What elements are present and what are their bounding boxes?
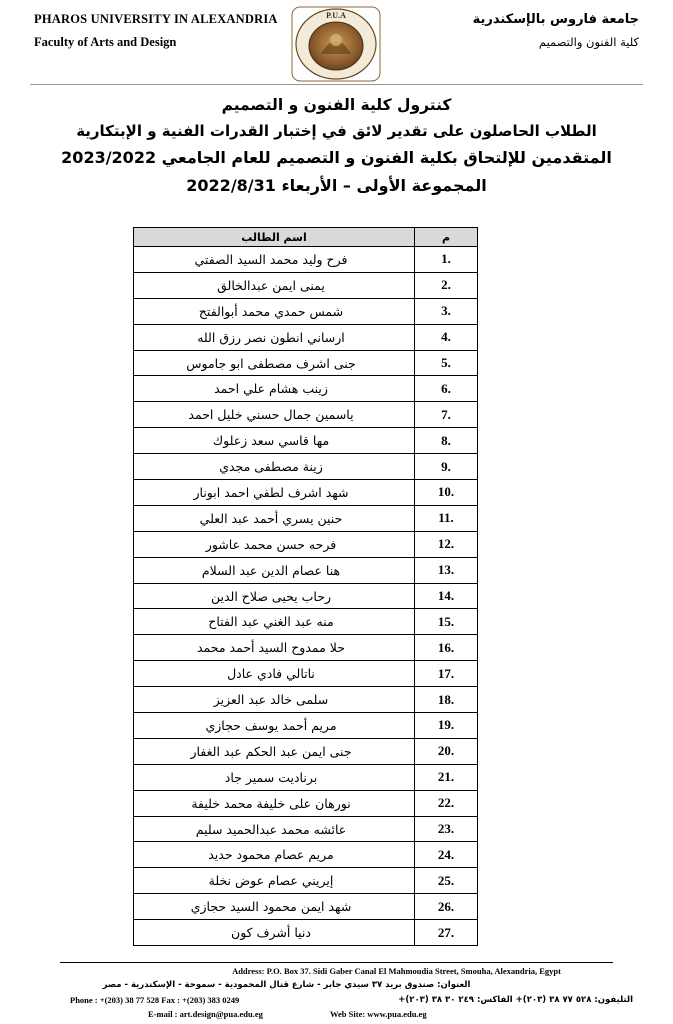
table-row (134, 868, 478, 894)
row-number: 14. (415, 583, 478, 609)
student-name: هنا عصام الدين عبد السلام (134, 557, 415, 583)
row-number: 22. (415, 790, 478, 816)
title-line-4: المجموعة الأولى – الأربعاء 2022/8/31 (186, 176, 487, 195)
row-number: 13. (415, 557, 478, 583)
faculty-name-ar: كلية الفنون والتصميم (538, 35, 639, 49)
student-name: جنى اشرف مصطفى ابو جاموس (134, 350, 415, 376)
student-name: منه عبد الغني عبد الفتاح (134, 609, 415, 635)
footer-phone-en: Phone : +(203) 38 77 528 Fax : +(203) 383 0249 (70, 995, 240, 1005)
students-table (133, 227, 478, 946)
university-logo (291, 6, 381, 82)
row-number: 12. (415, 531, 478, 557)
student-name: حنين يسري أحمد عبد العلي (134, 505, 415, 531)
table-row (134, 247, 478, 273)
footer-divider (60, 962, 613, 963)
row-number: 5. (415, 350, 478, 376)
student-name: زينب هشام علي احمد (134, 376, 415, 402)
student-name: برناديت سمير جاد (134, 764, 415, 790)
row-number: 18. (415, 687, 478, 713)
row-number: 26. (415, 894, 478, 920)
title-line-3: المتقدمين للإلتحاق بكلية الفنون و التصميم للعام الجامعي 2023/2022 (61, 148, 612, 167)
row-number: 20. (415, 738, 478, 764)
university-name-ar: جامعة فاروس بالإسكندرية (472, 12, 639, 27)
footer-website[interactable]: Web Site: www.pua.edu.eg (330, 1009, 427, 1019)
table-row (134, 480, 478, 506)
student-name: مريم أحمد يوسف حجازي (134, 713, 415, 739)
table-row (134, 428, 478, 454)
table-row (134, 376, 478, 402)
student-name: دنيا أشرف كون (134, 920, 415, 946)
table-row (134, 661, 478, 687)
row-number: 6. (415, 376, 478, 402)
table-row (134, 738, 478, 764)
row-number: 27. (415, 920, 478, 946)
title-line-2: الطلاب الحاصلون على تقدير لائق في إختبار القدرات الفنية و الإبتكارية (76, 122, 597, 140)
table-row (134, 713, 478, 739)
student-name: شهد اشرف لطفي احمد ابونار (134, 480, 415, 506)
student-name: شمس حمدي محمد أبوالفتح (134, 298, 415, 324)
student-name: يمنى ايمن عبدالخالق (134, 272, 415, 298)
column-header-name: اسم الطالب (134, 228, 415, 247)
row-number: 2. (415, 272, 478, 298)
student-name: فرح وليد محمد السيد الصفتي (134, 247, 415, 273)
student-name: جنى ايمن عبد الحكم عبد الغفار (134, 738, 415, 764)
row-number: 11. (415, 505, 478, 531)
student-name: مريم عصام محمود حديد (134, 842, 415, 868)
row-number: 16. (415, 635, 478, 661)
table-row (134, 557, 478, 583)
title-line-1: كنترول كلية الفنون و التصميم (221, 96, 452, 114)
table-row (134, 583, 478, 609)
footer-address-en: Address: P.O. Box 37. Sidi Gaber Canal El Mahmoudia Street, Smouha, Alexandria, Egypt (232, 966, 561, 976)
header-divider (30, 84, 643, 85)
student-name: حلا ممدوح السيد أحمد محمد (134, 635, 415, 661)
row-number: 23. (415, 816, 478, 842)
row-number: 19. (415, 713, 478, 739)
table-row (134, 764, 478, 790)
table-row (134, 920, 478, 946)
row-number: 10. (415, 480, 478, 506)
header-arabic (389, 12, 639, 49)
table-row (134, 531, 478, 557)
table-row (134, 894, 478, 920)
footer-address-ar: العنوان: صندوق بريد ٣٧ سيدي جابر - شارع قنال المحمودية - سموحة - الإسكندرية - مصر (102, 980, 471, 990)
header-english (34, 12, 284, 50)
student-name: نورهان على خليفة محمد خليفة (134, 790, 415, 816)
footer-phone-ar: التليفون: ٥٢٨ ٧٧ ٣٨ (٢٠٣)+ الفاكس: ٢٤٩ ٣٠ ٣٨ (٢٠٣)+ (398, 995, 633, 1005)
table-row (134, 816, 478, 842)
document-titles (0, 92, 673, 200)
table-row (134, 609, 478, 635)
row-number: 4. (415, 324, 478, 350)
student-name: زينة مصطفى مجدي (134, 454, 415, 480)
footer-email[interactable]: E-mail : art.design@pua.edu.eg (148, 1009, 263, 1019)
student-name: رحاب يحيى صلاح الدين (134, 583, 415, 609)
table-row (134, 454, 478, 480)
column-header-number: م (415, 228, 478, 247)
row-number: 21. (415, 764, 478, 790)
row-number: 15. (415, 609, 478, 635)
table-row (134, 272, 478, 298)
row-number: 3. (415, 298, 478, 324)
table-row (134, 790, 478, 816)
table-row (134, 842, 478, 868)
student-name: إيريني عصام عوض نخلة (134, 868, 415, 894)
student-name: سلمى خالد عبد العزيز (134, 687, 415, 713)
table-row (134, 635, 478, 661)
student-name: ناتالي فادي عادل (134, 661, 415, 687)
table-row (134, 350, 478, 376)
row-number: 17. (415, 661, 478, 687)
logo-acronym: P.U.A (326, 11, 346, 20)
row-number: 1. (415, 247, 478, 273)
student-name: ياسمين جمال حسني خليل احمد (134, 402, 415, 428)
faculty-name-en: Faculty of Arts and Design (34, 35, 177, 49)
student-name: ارساني انطون نصر رزق الله (134, 324, 415, 350)
row-number: 25. (415, 868, 478, 894)
row-number: 24. (415, 842, 478, 868)
row-number: 9. (415, 454, 478, 480)
table-row (134, 402, 478, 428)
student-name: عائشه محمد عبدالحميد سليم (134, 816, 415, 842)
table-row (134, 687, 478, 713)
student-name: مها قاسي سعد زعلوك (134, 428, 415, 454)
table-row (134, 324, 478, 350)
table-row (134, 505, 478, 531)
table-header-row (134, 228, 478, 247)
student-name: شهد ايمن محمود السيد حجازي (134, 894, 415, 920)
table-body (134, 247, 478, 946)
row-number: 7. (415, 402, 478, 428)
student-name: فرحه حسن محمد عاشور (134, 531, 415, 557)
university-name-en: PHAROS UNIVERSITY IN ALEXANDRIA (34, 12, 278, 26)
table-row (134, 298, 478, 324)
row-number: 8. (415, 428, 478, 454)
